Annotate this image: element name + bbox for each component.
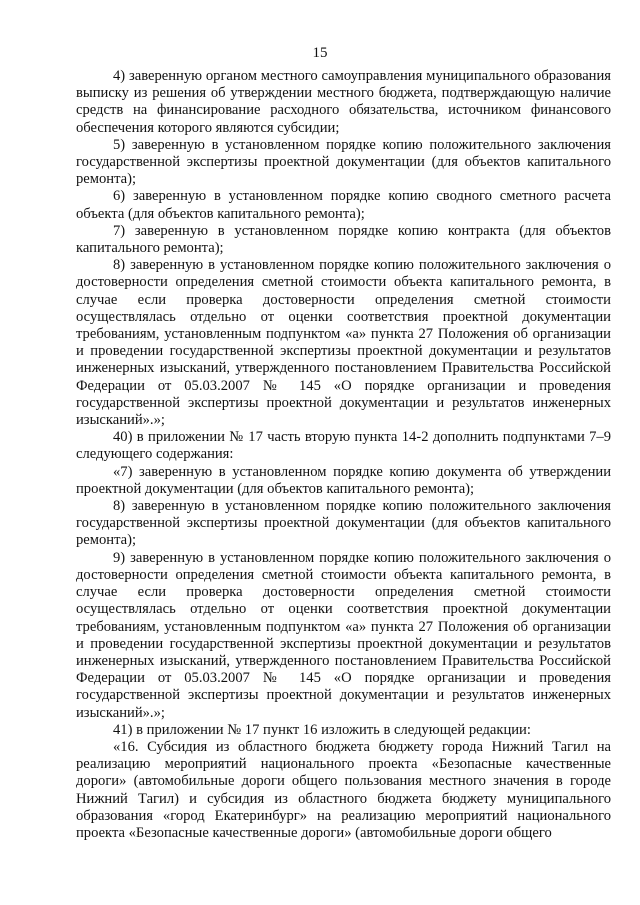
paragraph-new-8: 8) заверенную в установленном порядке копию положительного заключения государственной экспертизы проектной документации (для объектов капитального ремонта); xyxy=(76,498,611,549)
paragraph-8-cost-conclusion: 8) заверенную в установленном порядке копию положительного заключения о достоверности определения сметной стоимости объекта капитального ремонта, в случае если проверка достоверности определения сметной стоимости осуществлялась отдельно от оценки соответствия проектной документации требованиям, установленным подпунктом «а» пункта 27 Положения об организации и проведении государственной экспертизы проектной документации и результатов инженерных изысканий, утвержденного постановлением Правительства Российской Федерации от 05.03.2007 № 145 «О порядке организации и проведения государственной экспертизы проектной документации и результатов инженерных изысканий».»; xyxy=(76,257,611,429)
paragraph-5-expertise-copy: 5) заверенную в установленном порядке копию положительного заключения государственной экспертизы проектной документации (для объектов капитального ремонта); xyxy=(76,136,611,188)
paragraph-6-estimate-copy: 6) заверенную в установленном порядке копию сводного сметного расчета объекта (для объектов капитального ремонта); xyxy=(76,188,611,222)
paragraph-41-amendment: 41) в приложении № 17 пункт 16 изложить в следующей редакции: xyxy=(113,721,531,738)
paragraph-new-9: 9) заверенную в установленном порядке копию положительного заключения о достоверности определения сметной стоимости объекта капитального ремонта, в случае если проверка достоверности определения сметной стоимости осуществлялась отдельно от оценки соответствия проектной документации требованиям, установленным подпунктом «а» пункта 27 Положения об организации и проведении государственной экспертизы проектной документации и результатов инженерных изысканий, утвержденного постановлением Правительства Российской Федерации от 05.03.2007 № 145 «О порядке организации и проведения государственной экспертизы проектной документации и результатов инженерных изысканий».»; xyxy=(76,549,611,721)
paragraph-new-7: «7) заверенную в установленном порядке копию документа об утверждении проектной документации (для объектов капитального ремонта); xyxy=(76,463,611,497)
document-body xyxy=(76,68,611,842)
page-number: 15 xyxy=(312,45,328,61)
paragraph-7-contract-copy: 7) заверенную в установленном порядке копию контракта (для объектов капитального ремонта); xyxy=(76,222,611,257)
paragraph-16-subsidy: «16. Субсидия из областного бюджета бюджету города Нижний Тагил на реализацию мероприятий национального проекта «Безопасные качественные дороги» (автомобильные дороги общего пользования местного значения в городе Нижний Тагил) и субсидия из областного бюджета бюджету муниципального образования «город Екатеринбург» на реализацию мероприятий национального проекта «Безопасные качественные дороги» (автомобильные дороги общего xyxy=(76,738,611,841)
paragraph-40-amendment: 40) в приложении № 17 часть вторую пункта 14-2 дополнить подпунктами 7–9 следующего содержания: xyxy=(76,429,611,463)
paragraph-4-extract: 4) заверенную органом местного самоуправления муниципального образования выписку из решения об утверждении местного бюджета, подтверждающую наличие средств на финансирование расходного обязательства, источником финансового обеспечения которого являются субсидии; xyxy=(76,68,611,136)
